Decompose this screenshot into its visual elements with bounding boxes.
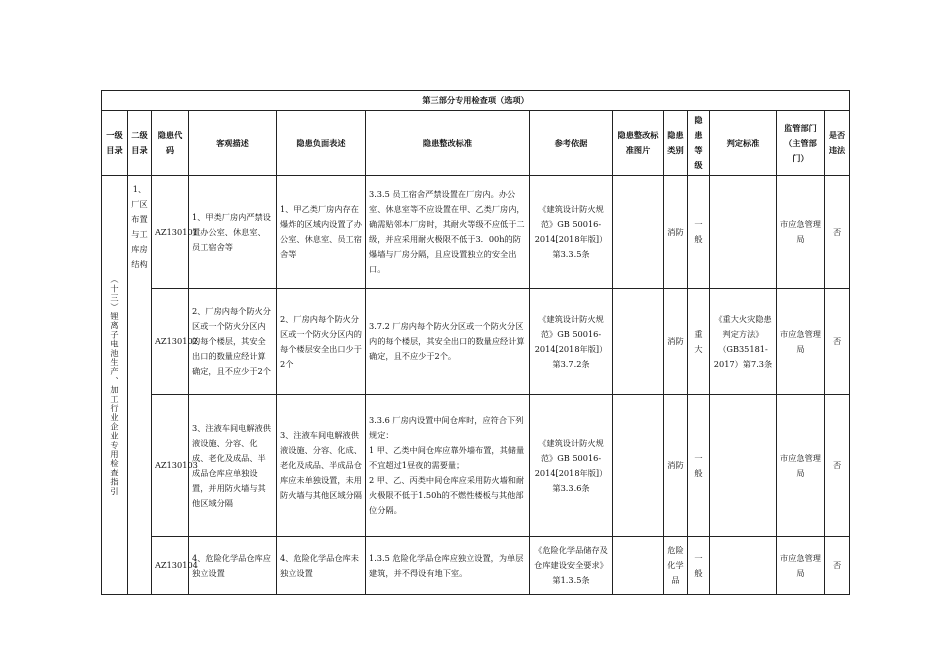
level2-label: 1、厂区布置与工库房结构 <box>131 184 148 269</box>
row-criteria: 《重大火灾隐患判定方法》（GB35181-2017）第7.3条 <box>710 289 777 395</box>
row-grade: 一般 <box>688 395 710 537</box>
inspection-table <box>101 90 850 595</box>
row-dept: 市应急管理局 <box>777 537 825 595</box>
row-basis: 《建筑设计防火规范》GB 50016-2014[2018年版]）第3.7.2条 <box>530 289 613 395</box>
header-illegal: 是否违法 <box>825 111 850 176</box>
row-illegal: 否 <box>825 289 850 395</box>
header-standard-image: 隐患整改标准图片 <box>613 111 664 176</box>
row-objective: 1、甲类厂房内严禁设置办公室、休息室、员工宿舍等 <box>189 176 277 289</box>
row-code: AZ130102 <box>152 289 189 395</box>
row-basis: 《建筑设计防火规范》GB 50016-2014[2018年版]）第3.3.6条 <box>530 395 613 537</box>
row-basis: 《危险化学品储存及仓库建设安全要求》第1.3.5条 <box>530 537 613 595</box>
row-code: AZ130103 <box>152 395 189 537</box>
level1-label: （十三）锂离子电池生产、加工行业企业专用检查指引 <box>110 274 120 496</box>
row-criteria <box>710 395 777 537</box>
row-illegal: 否 <box>825 537 850 595</box>
row-grade: 重大 <box>688 289 710 395</box>
row-image <box>613 176 664 289</box>
row-image <box>613 537 664 595</box>
level1-cell <box>102 176 128 595</box>
row-illegal: 否 <box>825 176 850 289</box>
row-grade: 一般 <box>688 176 710 289</box>
row-standard: 3.7.2 厂房内每个防火分区或一个防火分区内的每个楼层，其安全出口的数量应经计算确定，且不应少于2个。 <box>366 289 530 395</box>
header-basis: 参考依据 <box>530 111 613 176</box>
table-title: 第三部分专用检查项（选项） <box>102 91 850 111</box>
row-category: 消防 <box>664 395 688 537</box>
row-objective: 4、危险化学品仓库应独立设置 <box>189 537 277 595</box>
row-image <box>613 395 664 537</box>
row-standard: 3.3.6 厂房内设置中间仓库时，应符合下列规定： 1 甲、乙类中间仓库应靠外墙布置，其储量不宜超过1昼夜的需要量； 2 甲、乙、丙类中间仓库应采用防火墙和耐火极限不低于1.50h的不燃性楼板与其他部位分隔。 <box>366 395 530 537</box>
row-objective: 3、注液车间电解液供液设施、分容、化成、老化及成品、半成品仓库应单独设置，并用防火墙与其他区域分隔 <box>189 395 277 537</box>
row-negative: 1、甲乙类厂房内存在爆炸的区域内设置了办公室、休息室、员工宿舍等 <box>277 176 366 289</box>
row-basis: 《建筑设计防火规范》GB 50016-2014[2018年版]）第3.3.5条 <box>530 176 613 289</box>
row-standard: 1.3.5 危险化学品仓库应独立设置，为单层建筑，并不得设有地下室。 <box>366 537 530 595</box>
row-dept: 市应急管理局 <box>777 289 825 395</box>
row-dept: 市应急管理局 <box>777 395 825 537</box>
row-dept: 市应急管理局 <box>777 176 825 289</box>
row-image <box>613 289 664 395</box>
header-dept: 监管部门（主管部门） <box>777 111 825 176</box>
header-category: 隐患类别 <box>664 111 688 176</box>
row-criteria <box>710 176 777 289</box>
table-row <box>102 176 850 289</box>
header-objective: 客观描述 <box>189 111 277 176</box>
row-standard: 3.3.5 员工宿舍严禁设置在厂房内。办公室、休息室等不应设置在甲、乙类厂房内，确需贴邻本厂房时，其耐火等级不应低于二级，并应采用耐火极限不低于3．00h的防爆墙与厂房分隔，且应设置独立的安全出口。 <box>366 176 530 289</box>
header-level1: 一级目录 <box>102 111 128 176</box>
table-row <box>102 395 850 537</box>
header-code: 隐患代码 <box>152 111 189 176</box>
row-code: AZ130101 <box>152 176 189 289</box>
header-level2: 二级目录 <box>128 111 152 176</box>
row-negative: 4、危险化学品仓库未独立设置 <box>277 537 366 595</box>
row-criteria <box>710 537 777 595</box>
header-standard: 隐患整改标准 <box>366 111 530 176</box>
row-objective: 2、厂房内每个防火分区或一个防火分区内的每个楼层，其安全出口的数量应经计算确定，且不应少于2个 <box>189 289 277 395</box>
header-grade: 隐患等级 <box>688 111 710 176</box>
row-code: AZ130104 <box>152 537 189 595</box>
row-negative: 3、注液车间电解液供液设施、分容、化成、老化及成品、半成品仓库应未单独设置，未用防火墙与其他区域分隔 <box>277 395 366 537</box>
level2-cell <box>128 176 152 595</box>
row-negative: 2、厂房内每个防火分区或一个防火分区内的每个楼层安全出口少于2个 <box>277 289 366 395</box>
header-criteria: 判定标准 <box>710 111 777 176</box>
row-category: 危险化学品 <box>664 537 688 595</box>
table-row <box>102 537 850 595</box>
row-category: 消防 <box>664 289 688 395</box>
table-row <box>102 289 850 395</box>
row-illegal: 否 <box>825 395 850 537</box>
header-negative: 隐患负面表述 <box>277 111 366 176</box>
row-category: 消防 <box>664 176 688 289</box>
row-grade: 一般 <box>688 537 710 595</box>
